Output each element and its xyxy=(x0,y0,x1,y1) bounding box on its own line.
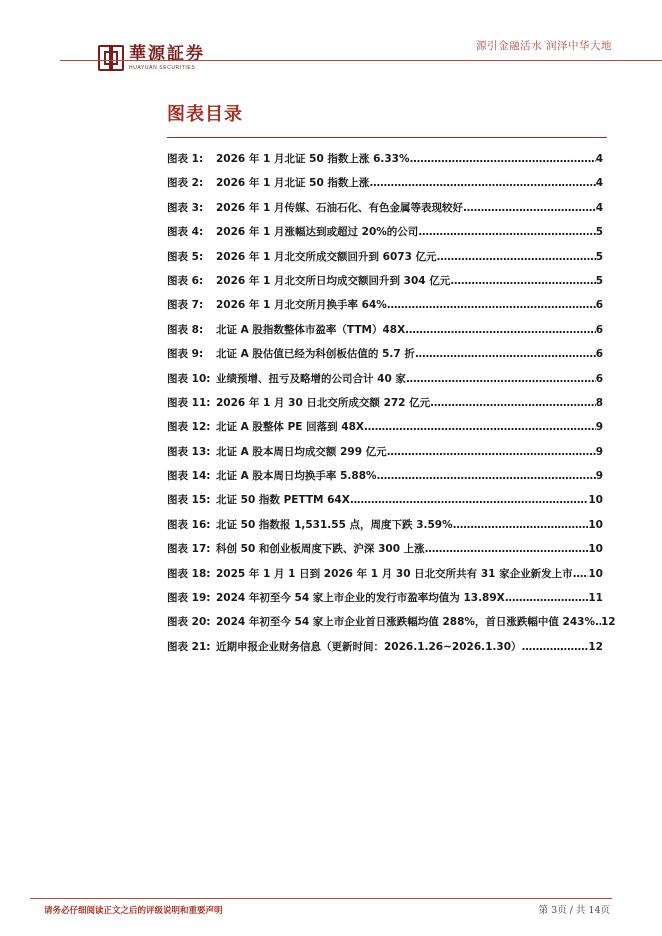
toc-item-label: 图表 14: xyxy=(167,470,211,483)
toc-item-page: 12 xyxy=(588,640,603,653)
toc-item-label: 图表 15: xyxy=(167,494,211,507)
toc-item-text: 2026 年 1 月北交所日均成交额回升到 304 亿元 xyxy=(216,274,451,287)
toc-leader-dots xyxy=(387,446,596,458)
toc-item-page: 6 xyxy=(595,372,603,385)
toc-item-label: 图表 17: xyxy=(167,543,211,556)
toc-item-page: 6 xyxy=(595,323,603,336)
toc-item-label: 图表 3: xyxy=(167,201,204,214)
toc-leader-dots xyxy=(405,324,596,336)
header-divider xyxy=(60,60,662,61)
toc-item-page: 4 xyxy=(595,153,603,165)
toc-item[interactable] xyxy=(167,346,603,370)
toc-leader-dots xyxy=(573,568,589,580)
toc-item-text: 2026 年 1 月北交所月换手率 64% xyxy=(216,299,387,312)
toc-item-text: 北证 A 股本周日均成交额 299 亿元 xyxy=(216,445,387,458)
toc-item-page: 9 xyxy=(595,445,603,458)
logo-mark-icon xyxy=(98,45,124,71)
toc-leader-dots xyxy=(425,543,589,555)
toc-item-label: 图表 8: xyxy=(167,323,204,336)
toc-item-text: 2026 年 1 月北证 50 指数上涨 xyxy=(216,177,370,190)
toc-item-text: 近期申报企业财务信息（更新时间：2026.1.26~2026.1.30） xyxy=(216,640,522,653)
brand-name: 華源証券 xyxy=(129,43,205,64)
toc-item-page: 11 xyxy=(588,592,603,605)
toc-item[interactable] xyxy=(167,566,603,590)
toc-item-text: 2024 年初至今 54 家上市企业首日涨跌幅均值 288%，首日涨跌幅中值 243% xyxy=(216,616,595,629)
toc-leader-dots xyxy=(410,153,596,165)
toc-item-label: 图表 11: xyxy=(167,396,211,409)
toc-item-label: 图表 10: xyxy=(167,372,211,385)
toc-leader-dots xyxy=(453,519,589,531)
toc-item[interactable] xyxy=(167,419,603,443)
toc-item-text: 北证 50 指数 PETTM 64X xyxy=(216,494,350,507)
company-logo xyxy=(98,40,205,76)
footer-page-number: 第 3页 / 共 14页 xyxy=(538,905,610,916)
toc-item[interactable] xyxy=(167,200,603,224)
toc-item-label: 图表 4: xyxy=(167,226,204,239)
toc-item-page: 9 xyxy=(595,421,603,434)
toc-item-label: 图表 19: xyxy=(167,592,211,605)
title-divider xyxy=(167,137,607,138)
toc-item-label: 图表 18: xyxy=(167,567,211,580)
toc-item[interactable] xyxy=(167,249,603,273)
toc-leader-dots xyxy=(369,177,595,189)
toc-item-text: 北证 50 指数报 1,531.55 点，周度下跌 3.59% xyxy=(216,518,453,531)
toc-leader-dots xyxy=(437,251,596,263)
toc-item-text: 2026 年 1 月 30 日北交所成交额 272 亿元 xyxy=(216,396,431,409)
toc-title: 图表目录 xyxy=(167,104,243,125)
toc-item-page: 6 xyxy=(595,348,603,361)
footer-disclaimer: 请务必仔细阅读正文之后的评级说明和重要声明 xyxy=(44,906,223,916)
toc-item-text: 业绩预增、扭亏及略增的公司合计 40 家 xyxy=(216,372,406,385)
toc-item[interactable] xyxy=(167,273,603,297)
toc-item-label: 图表 7: xyxy=(167,299,204,312)
toc-leader-dots xyxy=(463,202,596,214)
toc-item[interactable] xyxy=(167,468,603,492)
toc-item-page: 10 xyxy=(588,543,603,556)
toc-item-page: 10 xyxy=(588,494,603,507)
toc-leader-dots xyxy=(387,299,596,311)
toc-item-page: 12 xyxy=(601,616,616,629)
toc-leader-dots xyxy=(364,421,596,433)
toc-item[interactable] xyxy=(167,395,603,419)
toc-item-text: 北证 A 股整体 PE 回落到 48X xyxy=(216,421,364,434)
toc-item[interactable] xyxy=(167,517,603,541)
toc-item-text: 北证 A 股指数整体市盈率（TTM）48X xyxy=(216,323,406,336)
toc-item[interactable] xyxy=(167,297,603,321)
toc-item-page: 4 xyxy=(595,177,603,190)
toc-leader-dots xyxy=(415,348,596,360)
toc-item-label: 图表 21: xyxy=(167,640,211,653)
toc-item-text: 科创 50 和创业板周度下跌、沪深 300 上涨 xyxy=(216,543,425,556)
toc-leader-dots xyxy=(522,641,589,653)
toc-leader-dots xyxy=(450,275,595,287)
toc-leader-dots xyxy=(377,470,596,482)
toc-item[interactable] xyxy=(167,614,616,638)
toc-item[interactable] xyxy=(167,151,603,175)
toc-item-label: 图表 12: xyxy=(167,421,211,434)
toc-item[interactable] xyxy=(167,492,603,516)
toc-item-page: 5 xyxy=(595,274,603,287)
toc-item-text: 2026 年 1 月涨幅达到或超过 20%的公司 xyxy=(216,226,419,239)
toc-item[interactable] xyxy=(167,175,603,199)
toc-item-page: 5 xyxy=(595,226,603,239)
toc-leader-dots xyxy=(350,494,589,506)
logo-text xyxy=(129,45,205,72)
toc-item[interactable] xyxy=(167,371,603,395)
toc-item-page: 6 xyxy=(595,299,603,312)
toc-item[interactable] xyxy=(167,590,603,614)
toc-item-text: 北证 A 股估值已经为科创板估值的 5.7 折 xyxy=(216,348,415,361)
toc-item[interactable] xyxy=(167,541,603,565)
toc-item-page: 4 xyxy=(595,201,603,214)
toc-item-label: 图表 13: xyxy=(167,445,211,458)
toc-item-text: 2026 年 1 月传媒、石油石化、有色金属等表现较好 xyxy=(216,201,463,214)
toc-item-page: 8 xyxy=(595,396,603,409)
toc-item-text: 2026 年 1 月北证 50 指数上涨 6.33% xyxy=(216,153,410,165)
toc-item[interactable] xyxy=(167,444,603,468)
toc-leader-dots xyxy=(418,226,595,238)
toc-item-text: 北证 A 股本周日均换手率 5.88% xyxy=(216,470,377,483)
toc-item-text: 2026 年 1 月北交所成交额回升到 6073 亿元 xyxy=(216,250,437,263)
toc-leader-dots xyxy=(430,397,596,409)
toc-leader-dots xyxy=(505,592,589,604)
toc-item-label: 图表 20: xyxy=(167,616,211,629)
brand-name-en: HUAYUAN SECURITIES xyxy=(129,64,196,71)
toc-item[interactable] xyxy=(167,639,603,663)
toc-item-page: 10 xyxy=(588,567,603,580)
toc-item[interactable] xyxy=(167,224,603,248)
toc-item-page: 9 xyxy=(595,470,603,483)
toc-item-label: 图表 16: xyxy=(167,518,211,531)
toc-item-page: 10 xyxy=(588,518,603,531)
header-slogan: 源引金融活水 润泽中华大地 xyxy=(476,40,612,52)
toc-item-label: 图表 6: xyxy=(167,274,204,287)
toc-item[interactable] xyxy=(167,322,603,346)
toc-item-label: 图表 2: xyxy=(167,177,204,190)
toc-item-text: 2024 年初至今 54 家上市企业的发行市盈率均值为 13.89X xyxy=(216,592,505,605)
toc-item-text: 2025 年 1 月 1 日到 2026 年 1 月 30 日北交所共有 31 家企业新发上市 xyxy=(216,567,573,580)
toc-item-label: 图表 1: xyxy=(167,153,204,165)
toc-item-page: 5 xyxy=(595,250,603,263)
footer-divider xyxy=(30,898,612,899)
toc-item-label: 图表 5: xyxy=(167,250,204,263)
toc-list xyxy=(167,151,616,663)
toc-item-label: 图表 9: xyxy=(167,348,204,361)
toc-leader-dots xyxy=(406,373,596,385)
